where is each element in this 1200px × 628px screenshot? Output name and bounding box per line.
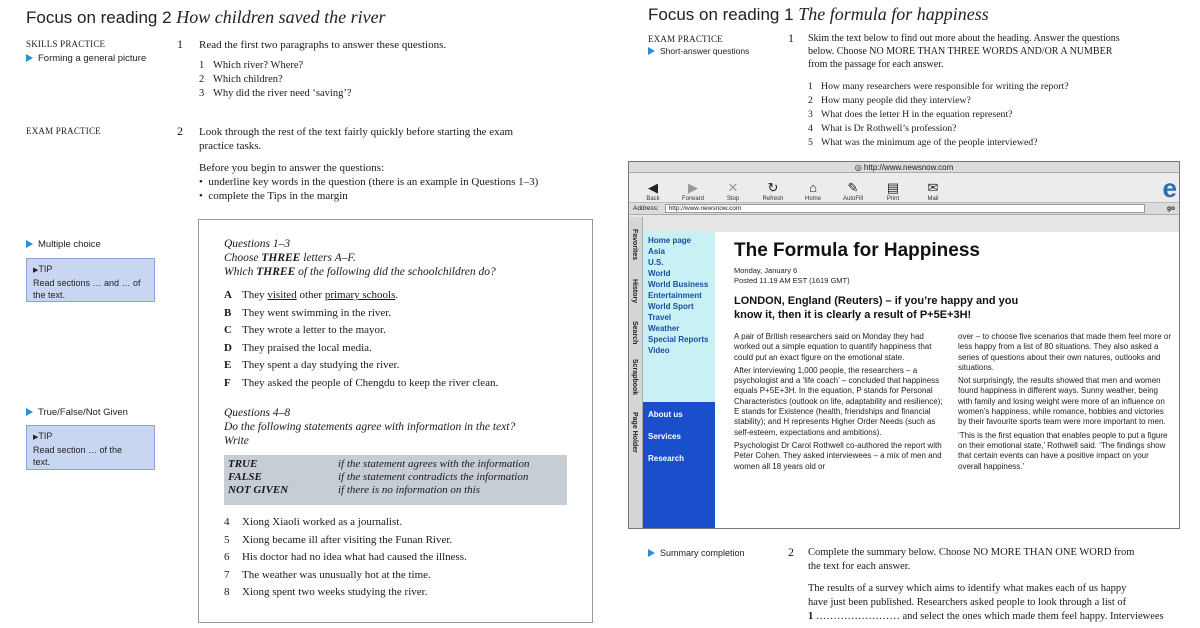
list-item: 3 What does the letter H in the equation represent? <box>808 109 1013 120</box>
list-item: • underline key words in the question (there is an example in Questions 1–3) <box>199 176 539 188</box>
print-button[interactable]: ▤ Print <box>879 180 907 202</box>
list-item: 3 Why did the river need ‘saving’? <box>199 88 352 99</box>
heading-title: The formula for happiness <box>798 4 989 24</box>
home-icon: ⌂ <box>809 180 817 195</box>
q1-number: 1 <box>177 37 183 51</box>
summary-completion-label: Summary completion <box>648 548 745 558</box>
site-nav-secondary <box>643 402 715 529</box>
article-title: The Formula for Happiness <box>734 240 980 261</box>
tfng-legend <box>224 455 567 505</box>
option-d[interactable]: D They praised the local media. <box>224 341 372 354</box>
tip-box-1: ▶TIP Read sections … and … of the text. <box>26 258 155 302</box>
tab-history[interactable]: History <box>631 279 638 304</box>
tip-box-2: ▶TIP Read section … of the text. <box>26 425 155 470</box>
mail-button[interactable]: ✉ Mail <box>919 180 947 202</box>
legend-row-not-given: NOT GIVEN if there is no information on this <box>228 484 480 496</box>
nav-link-world-business[interactable]: World Business <box>648 280 709 289</box>
triangle-bullet-icon <box>26 240 33 248</box>
triangle-bullet-icon <box>648 549 655 557</box>
skills-practice-label: SKILLS PRACTICE <box>26 39 106 49</box>
address-bar: Address: http://www.newsnow.com go <box>629 203 1179 215</box>
list-item: 4 What is Dr Rothwell’s profession? <box>808 123 957 134</box>
back-arrow-icon: ◀ <box>648 180 658 195</box>
nav-link-home[interactable]: Home page <box>648 236 692 245</box>
q1-list <box>199 59 352 101</box>
tab-page-holder[interactable]: Page Holder <box>631 412 638 453</box>
article-column-1: A pair of British researchers said on Monday they had worked out a simple equation to quantify happiness that could put an exact figure on the emotional state. After interviewing 1,000 people, the researchers – a psychologist and a ‘life coach’ – concluded that happiness equals P+5E+3H. In the equation, P stands for Personal Characteristics (outlook on life, adaptability and resilience); E stands for Existence (health, friendships and financial stability); and H represents Higher Order Needs (such as self-esteem, expectations and ambitions). Psychologist Dr Carol Rothwell co-authored the report with Peter Cohen. They asked interviewees – a mix of men and women all 18 years old or <box>734 332 943 471</box>
triangle-bullet-icon <box>26 408 33 416</box>
autofill-button[interactable]: ✎ AutoFill <box>839 180 867 202</box>
legend-row-true: TRUE if the statement agrees with the information <box>228 458 530 470</box>
statement-8: 8 Xiong spent two weeks studying the river. <box>224 586 428 598</box>
right-q1-number: 1 <box>788 31 794 45</box>
option-e[interactable]: E They spent a day studying the river. <box>224 359 400 371</box>
go-button[interactable]: go <box>1167 205 1175 212</box>
option-c[interactable]: C They wrote a letter to the mayor. <box>224 324 386 336</box>
summary-body: The results of a survey which aims to identify what makes each of us happy have just been published. Researchers asked people to look through a list of 1 …………………… and select the ones which made them feel happy. Interviewees <box>808 583 1164 622</box>
right-page-heading <box>648 4 989 25</box>
list-item: 5 What was the minimum age of the people interviewed? <box>808 137 1038 148</box>
left-page-heading <box>26 7 386 28</box>
refresh-button[interactable]: ↻ Refresh <box>759 180 787 202</box>
tab-search[interactable]: Search <box>631 321 638 345</box>
exam-practice-label: EXAM PRACTICE <box>26 126 101 136</box>
mail-icon: ✉ <box>927 180 939 195</box>
tip-heading: ▶TIP <box>33 431 53 441</box>
globe-icon: ◎ <box>854 163 862 172</box>
nav-link-entertainment[interactable]: Entertainment <box>648 291 702 300</box>
option-b[interactable]: B They went swimming in the river. <box>224 306 392 319</box>
heading-prefix: Focus on reading 2 <box>26 8 172 27</box>
nav-link-research[interactable]: Research <box>648 454 685 463</box>
nav-link-travel[interactable]: Travel <box>648 313 672 322</box>
tab-favorites[interactable]: Favorites <box>631 229 638 261</box>
right-exam-label: EXAM PRACTICE <box>648 34 723 44</box>
list-item: 2 How many people did they interview? <box>808 95 971 106</box>
tfng-statements <box>224 514 467 602</box>
article-content <box>715 232 1180 529</box>
browser-window <box>628 161 1180 529</box>
q48-header: Questions 4–8 Do the following statements agree with information in the text? Write <box>224 407 516 447</box>
heading-title: How children saved the river <box>176 7 386 27</box>
article-meta: Monday, January 6 Posted 11.19 AM EST (1619 GMT) <box>734 266 850 285</box>
legend-row-false: FALSE if the statement contradicts the information <box>228 471 529 483</box>
skills-item: Forming a general picture <box>26 53 146 64</box>
right-q1-instruction: Skim the text below to find out more about the heading. Answer the questions below. Choose NO MORE THAN THREE WORDS AND/OR A NUMBER from the passage for each answer. <box>808 33 1120 70</box>
q2-number: 2 <box>177 124 183 138</box>
triangle-bullet-icon <box>26 54 33 62</box>
right-q2-number: 2 <box>788 545 794 559</box>
option-f[interactable]: F They asked the people of Chengdu to keep the river clean. <box>224 376 499 389</box>
browser-logo-icon: e <box>1162 173 1177 203</box>
heading-prefix: Focus on reading 1 <box>648 5 794 24</box>
article-column-2: over – to choose five scenarios that made them feel more or less happy from a list of 80 situations. They also asked a series of questions about their own natures, outlooks and situations. Not surprisingly, the results showed that men and women found happiness in different ways. Sunny weather, being with family and losing weight were more of an influence on women’s happiness, while romance, hobbies and victories by their favourite sports team were more important to men. ‘This is the first equation that enables people to put a figure on their emotional state,’ Rothwell said. ‘The findings show that certain events can have a positive impact on your overall happiness.’ <box>958 332 1171 471</box>
list-item: • complete the Tips in the margin <box>199 190 348 202</box>
exam-questions-box <box>198 219 593 623</box>
forward-arrow-icon: ▶ <box>688 180 698 195</box>
refresh-icon: ↻ <box>767 180 779 195</box>
statement-4: 4 Xiong Xiaoli worked as a journalist. <box>224 516 403 528</box>
address-input[interactable]: http://www.newsnow.com <box>665 204 1145 213</box>
tip-heading: ▶TIP <box>33 264 53 274</box>
forward-button[interactable]: ▶ Forward <box>679 180 707 202</box>
browser-toolbar <box>629 173 1179 203</box>
back-button[interactable]: ◀ Back <box>639 180 667 202</box>
article-lead: LONDON, England (Reuters) – if you’re happy and you know it, then it is clearly a result of P+5E+3H! <box>734 295 1019 321</box>
right-q1-list <box>808 80 1069 150</box>
q13-header: Questions 1–3 Choose THREE letters A–F. Which THREE of the following did the schoolchildren do? <box>224 238 496 278</box>
statement-6: 6 His doctor had no idea what had caused the illness. <box>224 551 467 563</box>
nav-link-world[interactable]: World <box>648 269 671 278</box>
right-q2-instruction: Complete the summary below. Choose NO MORE THAN ONE WORD from the text for each answer. <box>808 547 1135 572</box>
true-false-label: True/False/Not Given <box>26 407 128 418</box>
stop-button[interactable]: ✕ Stop <box>719 180 747 202</box>
nav-link-special-reports[interactable]: Special Reports <box>648 335 709 344</box>
explorer-tab-strip <box>629 217 643 529</box>
nav-link-video[interactable]: Video <box>648 346 670 355</box>
nav-link-asia[interactable]: Asia <box>648 247 665 256</box>
home-button[interactable]: ⌂ Home <box>799 180 827 202</box>
browser-titlebar: ◎ http://www.newsnow.com <box>629 162 1179 173</box>
nav-link-about[interactable]: About us <box>648 410 683 419</box>
list-item: 1 How many researchers were responsible for writing the report? <box>808 81 1069 92</box>
mc-options <box>224 287 498 392</box>
short-answer-label: Short-answer questions <box>648 46 749 56</box>
statement-5: 5 Xiong became ill after visiting the Funan River. <box>224 533 453 546</box>
list-item: 2 Which children? <box>199 74 283 85</box>
list-item: 1 Which river? Where? <box>199 60 304 71</box>
tab-scrapbook[interactable]: Scrapbook <box>631 359 638 396</box>
site-nav-primary <box>643 232 715 402</box>
nav-link-world-sport[interactable]: World Sport <box>648 302 694 311</box>
q2-before: Before you begin to answer the questions: • underline key words in the question (there is an example in Questions 1–3) • complete the Tips in the margin <box>199 162 539 202</box>
q1-instruction: Read the first two paragraphs to answer these questions. <box>199 39 447 51</box>
autofill-icon: ✎ <box>847 180 859 195</box>
nav-link-services[interactable]: Services <box>648 432 681 441</box>
q2-instruction: Look through the rest of the text fairly quickly before starting the exam practice tasks. <box>199 126 514 152</box>
nav-link-weather[interactable]: Weather <box>648 324 680 333</box>
stop-icon: ✕ <box>727 180 739 195</box>
statement-7: 7 The weather was unusually hot at the time. <box>224 568 431 581</box>
nav-link-us[interactable]: U.S. <box>648 258 664 267</box>
triangle-bullet-icon <box>648 47 655 55</box>
print-icon: ▤ <box>886 180 900 195</box>
multiple-choice-label: Multiple choice <box>26 239 101 250</box>
option-a[interactable]: A They visited other primary schools. <box>224 289 399 301</box>
